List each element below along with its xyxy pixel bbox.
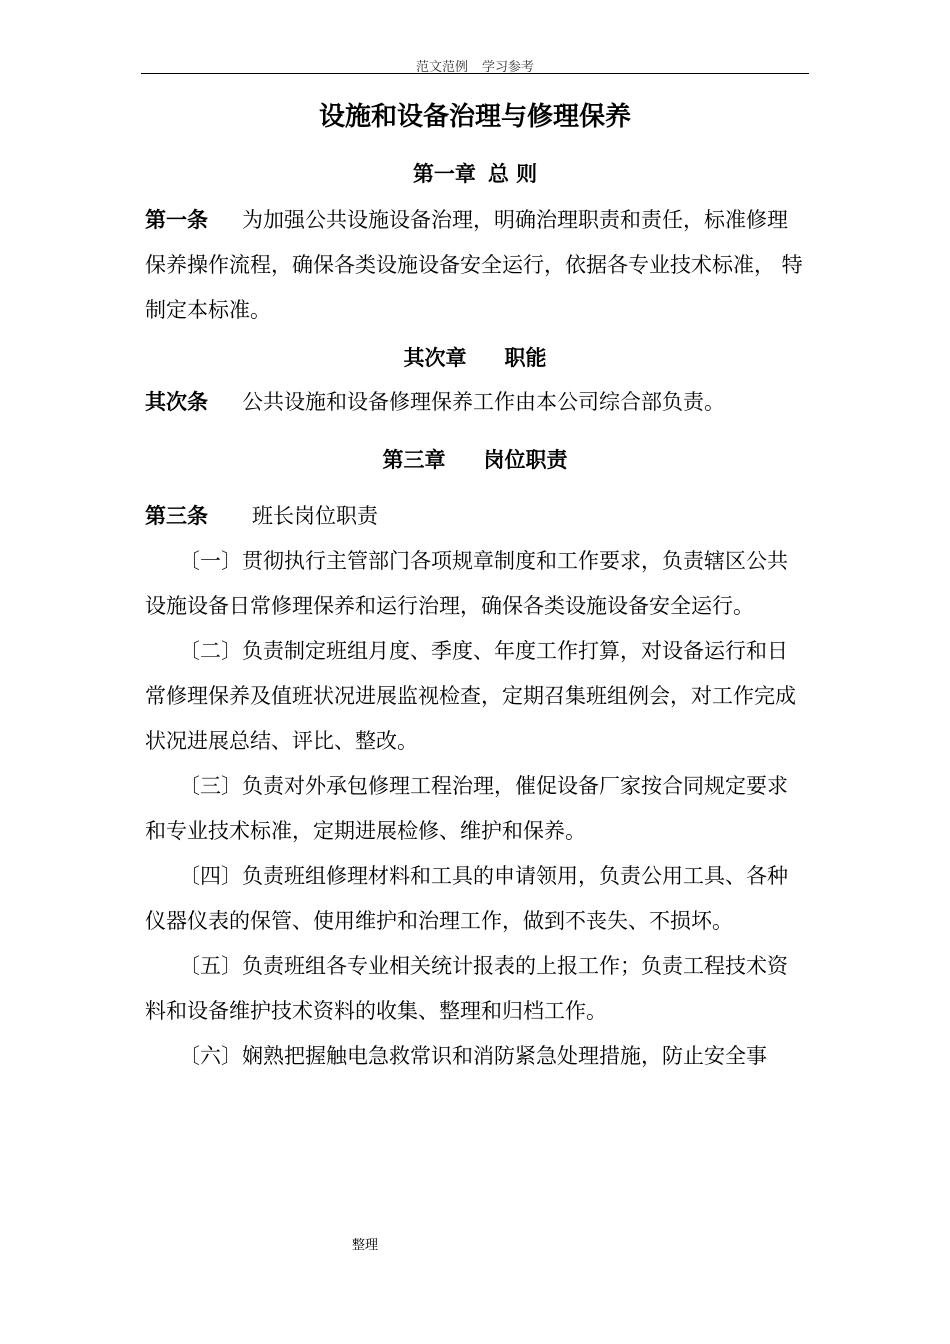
duty-item: 〔五〕负责班组各专业相关统计报表的上报工作；负责工程技术资料和设备维护技术资料的收集、整理和归档工作。 bbox=[145, 954, 788, 1023]
page-footer: 整理 bbox=[352, 1238, 379, 1253]
chapter-2-name: 职能 bbox=[504, 346, 547, 370]
header-right-text: 学习参考 bbox=[482, 60, 535, 75]
article-3-label: 第三条 bbox=[145, 504, 208, 528]
chapter-2-label: 其次章 bbox=[403, 346, 467, 370]
chapter-1-heading bbox=[0, 158, 950, 188]
duty-item: 〔四〕负责班组修理材料和工具的申请领用，负责公用工具、各种仪器仪表的保管、使用维护和治理工作，做到不丧失、不损坏。 bbox=[145, 864, 788, 933]
document-title: 设施和设备治理与修理保养 bbox=[318, 102, 631, 132]
chapter-3-heading bbox=[0, 444, 950, 474]
article-3 bbox=[145, 494, 807, 539]
chapter-2-heading bbox=[0, 342, 950, 372]
chapter-3-label: 第三章 bbox=[382, 448, 446, 472]
duty-item: 〔一〕贯彻执行主管部门各项规章制度和工作要求，负责辖区公共设施设备日常修理保养和运行治理，确保各类设施设备安全运行。 bbox=[145, 549, 788, 618]
article-1-label: 第一条 bbox=[145, 208, 208, 232]
header-rule bbox=[141, 73, 809, 74]
chapter-1-name: 总 则 bbox=[487, 162, 538, 186]
article-2 bbox=[145, 380, 807, 425]
article-2-label: 其次条 bbox=[145, 390, 208, 414]
chapter-3-name: 岗位职责 bbox=[483, 448, 568, 472]
article-1 bbox=[145, 198, 807, 333]
duty-item: 〔二〕负责制定班组月度、季度、年度工作打算，对设备运行和日常修理保养及值班状况进展监视检查，定期召集班组例会，对工作完成状况进展总结、评比、整改。 bbox=[145, 639, 796, 753]
duty-item: 〔三〕负责对外承包修理工程治理，催促设备厂家按合同规定要求和专业技术标准，定期进展检修、维护和保养。 bbox=[145, 774, 788, 843]
duty-item: 〔六〕娴熟把握触电急救常识和消防紧急处理措施，防止安全事 bbox=[179, 1044, 767, 1068]
article-1-text: 为加强公共设施设备治理，明确治理职责和责任，标准修理保养操作流程，确保各类设施设备安全运行，依据各专业技术标准， 特制定本标准。 bbox=[145, 208, 803, 322]
header-left-text: 范文范例 bbox=[415, 60, 468, 75]
chapter-1-label: 第一章 bbox=[412, 162, 476, 186]
article-3-text: 班长岗位职责 bbox=[252, 504, 378, 528]
article-2-text: 公共设施和设备修理保养工作由本公司综合部负责。 bbox=[242, 390, 725, 414]
